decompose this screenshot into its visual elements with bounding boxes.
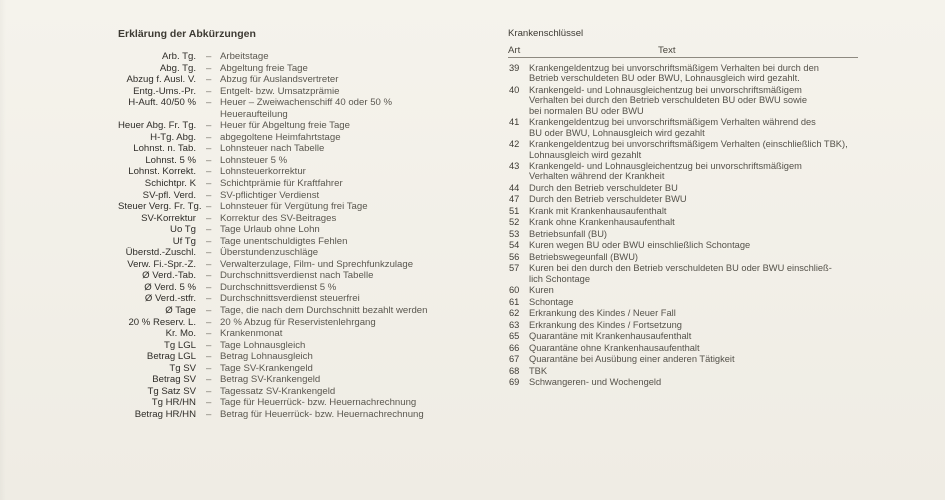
abbreviation-dash: – — [206, 154, 212, 166]
abbreviation-key: Lohnst. n. Tab. — [133, 143, 196, 155]
abbreviation-key: Betrag SV — [152, 374, 196, 386]
abbreviation-dash: – — [206, 385, 212, 397]
illness-key-code: 53 — [509, 228, 520, 239]
illness-key-text-line: Erkrankung des Kindes / Fortsetzung — [529, 319, 682, 330]
illness-key-text — [529, 183, 864, 193]
abbreviation-key: Ø Verd.-Tab. — [142, 270, 196, 282]
illness-key-row — [508, 161, 868, 182]
illness-key-text — [529, 139, 864, 160]
abbreviation-meaning: Tage, die nach dem Durchschnitt bezahlt werden — [220, 305, 428, 317]
abbreviation-meaning: Heuer für Abgeltung freie Tage — [220, 120, 350, 132]
abbreviation-meaning: Lohnsteuer für Vergütung frei Tage — [220, 201, 368, 213]
abbreviation-row — [118, 259, 478, 271]
abbreviation-key: Uo Tg — [170, 224, 196, 236]
illness-key-text — [529, 354, 864, 364]
abbreviation-row — [118, 386, 478, 398]
abbreviation-row — [118, 190, 478, 202]
abbreviation-key: Überstd.-Zuschl. — [125, 247, 196, 259]
abbreviation-dash — [206, 109, 220, 121]
abbreviation-key: H-Tg. Abg. — [150, 131, 196, 143]
illness-key-row — [508, 252, 868, 262]
abbreviation-meaning: Krankenmonat — [220, 328, 283, 340]
abbreviation-row — [118, 155, 478, 167]
abbreviation-meaning: Verwalterzulage, Film- und Sprechfunkzulage — [220, 258, 414, 270]
illness-key-code: 65 — [509, 331, 520, 342]
abbreviation-dash: – — [206, 201, 212, 213]
illness-key-code: 56 — [509, 251, 520, 262]
illness-key-row — [508, 229, 868, 239]
abbreviation-key: Betrag HR/HN — [134, 408, 196, 420]
abbreviation-key: Schichtpr. K — [144, 178, 196, 190]
illness-key-text-line: Schontage — [529, 296, 574, 307]
abbreviation-dash: – — [206, 270, 212, 282]
illness-key-text — [529, 161, 864, 182]
illness-key-text — [529, 194, 864, 204]
illness-key-row — [508, 240, 868, 250]
illness-key-code: 60 — [509, 285, 520, 296]
abbreviation-meaning: Tage Urlaub ohne Lohn — [220, 224, 320, 236]
illness-key-row — [508, 117, 868, 138]
abbreviation-row — [118, 236, 478, 248]
column-text-header: Text — [658, 45, 676, 56]
abbreviation-dash: – — [206, 328, 212, 340]
abbreviation-dash: – — [206, 224, 212, 236]
illness-key-text-line: Quarantäne mit Krankenhausaufenthalt — [529, 331, 692, 342]
abbreviation-row — [118, 120, 478, 132]
abbreviation-key: Lohnst. 5 % — [145, 154, 196, 166]
illness-key-text — [529, 285, 864, 295]
illness-key-text-line: Verhalten bei durch den Betrieb verschuldeten BU oder BWU sowie — [529, 95, 808, 106]
abbreviation-row — [118, 63, 478, 75]
abbreviation-key: Ø Tage — [165, 305, 196, 317]
column-art-header: Art — [508, 45, 521, 56]
illness-key-code: 52 — [509, 217, 520, 228]
abbreviations-title: Erklärung der Abkürzungen — [118, 28, 256, 40]
abbreviation-row — [118, 86, 478, 98]
abbreviation-dash: – — [206, 97, 212, 109]
abbreviation-meaning: Durchschnittsverdienst nach Tabelle — [220, 270, 374, 282]
abbreviation-row — [118, 132, 478, 144]
illness-key-row — [508, 217, 868, 227]
abbreviation-row — [118, 293, 478, 305]
abbreviation-meaning: Abgeltung freie Tage — [220, 62, 308, 74]
abbreviation-dash: – — [206, 62, 212, 74]
illness-key-text-line: Krankengeldentzug bei unvorschriftsmäßigem Verhalten (einschließlich TBK), — [529, 139, 848, 150]
abbreviation-row — [118, 51, 478, 63]
abbreviations-section — [118, 28, 478, 421]
abbreviation-meaning: Entgelt- bzw. Umsatzprämie — [220, 85, 340, 97]
abbreviation-row — [118, 397, 478, 409]
abbreviation-meaning: Betrag Lohnausgleich — [220, 351, 313, 363]
abbreviation-dash: – — [206, 189, 212, 201]
illness-key-row — [508, 63, 868, 84]
abbreviation-dash: – — [206, 120, 212, 132]
illness-key-code: 39 — [509, 63, 520, 73]
illness-key-list — [508, 63, 868, 388]
abbreviation-dash: – — [206, 74, 212, 86]
abbreviation-key: Tg HR/HN — [151, 397, 196, 409]
illness-key-code: 42 — [509, 139, 520, 150]
illness-key-code: 41 — [509, 117, 520, 128]
abbreviation-key: Arb. Tg. — [162, 51, 196, 62]
abbreviation-row — [118, 340, 478, 352]
illness-key-text — [529, 85, 864, 116]
illness-key-row — [508, 183, 868, 193]
abbreviation-meaning: Heueraufteilung — [220, 108, 288, 120]
illness-key-header — [508, 45, 858, 58]
abbreviation-meaning: Arbeitstage — [220, 51, 269, 62]
illness-key-code: 44 — [509, 182, 520, 193]
illness-key-code: 54 — [509, 240, 520, 251]
abbreviation-dash: – — [206, 397, 212, 409]
abbreviation-dash: – — [206, 247, 212, 259]
illness-key-text — [529, 343, 864, 353]
illness-key-text-line: Verhalten während der Krankheit — [529, 171, 665, 182]
illness-key-text-line: Krankengeldentzug bei unvorschriftsmäßigem Verhalten bei durch den — [529, 63, 819, 73]
abbreviation-meaning: Heuer – Zweiwachenschiff 40 oder 50 % — [220, 97, 393, 109]
abbreviation-dash: – — [206, 351, 212, 363]
abbreviation-dash: – — [206, 281, 212, 293]
abbreviation-row — [118, 201, 478, 213]
abbreviation-meaning: Tage SV-Krankengeld — [220, 362, 313, 374]
illness-key-text — [529, 377, 864, 387]
illness-key-text — [529, 117, 864, 138]
abbreviations-list — [118, 51, 478, 421]
abbreviation-dash: – — [206, 235, 212, 247]
abbreviation-row — [118, 247, 478, 259]
illness-key-text-line: Durch den Betrieb verschuldeter BU — [529, 182, 678, 193]
abbreviation-dash: – — [206, 374, 212, 386]
abbreviation-key: Lohnst. Korrekt. — [128, 166, 196, 178]
illness-key-row — [508, 366, 868, 376]
abbreviation-row — [118, 109, 478, 121]
abbreviation-row — [118, 97, 478, 109]
abbreviation-meaning: Tage Lohnausgleich — [220, 339, 306, 351]
abbreviation-meaning: Überstundenzuschläge — [220, 247, 319, 259]
abbreviation-meaning: Durchschnittsverdienst steuerfrei — [220, 293, 360, 305]
abbreviation-dash: – — [206, 51, 212, 62]
abbreviation-meaning: Lohnsteuerkorrektur — [220, 166, 306, 178]
illness-key-text — [529, 217, 864, 227]
illness-key-text-line: Krank mit Krankenhausaufenthalt — [529, 205, 667, 216]
illness-key-text — [529, 240, 864, 250]
abbreviation-meaning: Abzug für Auslandsvertreter — [220, 74, 339, 86]
abbreviation-meaning: Tage unentschuldigtes Fehlen — [220, 235, 348, 247]
illness-key-text-line: Erkrankung des Kindes / Neuer Fall — [529, 308, 676, 319]
abbreviation-dash: – — [206, 305, 212, 317]
illness-key-code: 57 — [509, 263, 520, 274]
illness-key-code: 63 — [509, 319, 520, 330]
illness-key-text-line: Krankengeld- und Lohnausgleichentzug bei unvorschriftsmäßigem — [529, 84, 802, 95]
illness-key-row — [508, 139, 868, 160]
illness-key-code: 51 — [509, 205, 520, 216]
illness-key-text-line: Betriebswegeunfall (BWU) — [529, 251, 639, 262]
abbreviation-key: Verw. Fi.-Spr.-Z. — [127, 258, 196, 270]
illness-key-row — [508, 354, 868, 364]
illness-key-text-line: Quarantäne bei Ausübung einer anderen Tätigkeit — [529, 354, 735, 365]
abbreviation-meaning: Lohnsteuer nach Tabelle — [220, 143, 325, 155]
abbreviation-key: SV-Korrektur — [141, 212, 196, 224]
illness-key-text — [529, 252, 864, 262]
illness-key-row — [508, 206, 868, 216]
abbreviation-row — [118, 270, 478, 282]
illness-key-code: 62 — [509, 308, 520, 319]
abbreviation-key: Ø Verd.-stfr. — [144, 293, 196, 305]
illness-key-row — [508, 331, 868, 341]
illness-key-code: 61 — [509, 296, 520, 307]
abbreviation-row — [118, 143, 478, 155]
abbreviation-dash: – — [206, 85, 212, 97]
abbreviation-meaning: Korrektur des SV-Beitrages — [220, 212, 337, 224]
abbreviation-key — [118, 109, 206, 121]
abbreviation-row — [118, 178, 478, 190]
abbreviation-key: SV-pfl. Verd. — [142, 189, 196, 201]
abbreviation-row — [118, 224, 478, 236]
illness-key-text — [529, 308, 864, 318]
illness-key-text-line: Schwangeren- und Wochengeld — [529, 377, 662, 388]
illness-key-code: 67 — [509, 354, 520, 365]
abbreviation-key: H-Auft. 40/50 % — [128, 97, 196, 109]
illness-key-text — [529, 331, 864, 341]
abbreviation-meaning: Durchschnittsverdienst 5 % — [220, 281, 337, 293]
illness-key-text-line: Betrieb verschuldeten BU oder BWU, Lohnausgleich wird gezahlt. — [529, 73, 800, 84]
abbreviation-key: Tg Satz SV — [147, 385, 196, 397]
illness-key-code: 66 — [509, 342, 520, 353]
abbreviation-dash: – — [206, 166, 212, 178]
abbreviation-key: Entg.-Ums.-Pr. — [133, 85, 196, 97]
abbreviation-key: Steuer Verg. Fr. Tg. — [118, 201, 202, 213]
abbreviation-row — [118, 374, 478, 386]
abbreviation-meaning: abgegoltene Heimfahrtstage — [220, 131, 341, 143]
abbreviation-row — [118, 317, 478, 329]
illness-key-row — [508, 297, 868, 307]
abbreviation-row — [118, 74, 478, 86]
illness-key-text-line: Betriebsunfall (BU) — [529, 228, 608, 239]
illness-key-code: 68 — [509, 365, 520, 376]
abbreviation-meaning: Betrag für Heuerrück- bzw. Heuernachrechnung — [220, 408, 424, 420]
abbreviation-key: Abg. Tg. — [159, 62, 196, 74]
abbreviation-row — [118, 305, 478, 317]
illness-key-text-line: bei normalen BU oder BWU — [529, 105, 644, 116]
illness-key-text-line: Quarantäne ohne Krankenhausaufenthalt — [529, 342, 700, 353]
illness-key-text-line: Kuren wegen BU oder BWU einschließlich Schontage — [529, 240, 751, 251]
abbreviation-key: Uf Tg — [172, 235, 196, 247]
abbreviation-row — [118, 409, 478, 421]
illness-key-code: 40 — [509, 84, 520, 95]
illness-key-text-line: Kuren bei den durch den Betrieb verschuldeten BU oder BWU einschließ- — [529, 263, 832, 274]
abbreviation-dash: – — [206, 131, 212, 143]
abbreviation-dash: – — [206, 143, 212, 155]
illness-key-text — [529, 366, 864, 376]
illness-key-text-line: Krankengeld- und Lohnausgleichentzug bei unvorschriftsmäßigem — [529, 161, 802, 172]
abbreviation-meaning: Schichtprämie für Kraftfahrer — [220, 178, 343, 190]
illness-key-code: 47 — [509, 194, 520, 205]
abbreviation-key: Tg LGL — [164, 339, 196, 351]
illness-key-row — [508, 263, 868, 284]
abbreviation-dash: – — [206, 339, 212, 351]
illness-key-text — [529, 320, 864, 330]
illness-key-text — [529, 263, 864, 284]
abbreviation-row — [118, 328, 478, 340]
illness-key-row — [508, 285, 868, 295]
illness-key-text — [529, 229, 864, 239]
abbreviation-row — [118, 363, 478, 375]
illness-key-code: 43 — [509, 161, 520, 172]
illness-key-text — [529, 206, 864, 216]
illness-key-row — [508, 85, 868, 116]
illness-key-text-line: Lohnausgleich wird gezahlt — [529, 149, 642, 160]
illness-key-code: 69 — [509, 377, 520, 388]
abbreviation-meaning: SV-pflichtiger Verdienst — [220, 189, 320, 201]
abbreviation-key: Abzug f. Ausl. V. — [126, 74, 196, 86]
abbreviation-meaning: Tage für Heuerrück- bzw. Heuernachrechnung — [220, 397, 417, 409]
illness-key-text — [529, 297, 864, 307]
abbreviation-row — [118, 351, 478, 363]
illness-key-text-line: Durch den Betrieb verschuldeter BWU — [529, 194, 687, 205]
abbreviation-meaning: Betrag SV-Krankengeld — [220, 374, 321, 386]
illness-key-text-line: TBK — [529, 365, 548, 376]
abbreviation-dash: – — [206, 178, 212, 190]
illness-key-text-line: Krank ohne Krankenhausaufenthalt — [529, 217, 675, 228]
abbreviation-meaning: Tagessatz SV-Krankengeld — [220, 385, 336, 397]
abbreviation-dash: – — [206, 362, 212, 374]
abbreviation-dash: – — [206, 408, 212, 420]
illness-key-row — [508, 320, 868, 330]
abbreviation-dash: – — [206, 316, 212, 328]
illness-key-text — [529, 63, 864, 84]
abbreviation-key: 20 % Reserv. L. — [128, 316, 196, 328]
illness-key-row — [508, 194, 868, 204]
abbreviation-key: Kr. Mo. — [165, 328, 196, 340]
abbreviation-row — [118, 282, 478, 294]
abbreviation-key: Betrag LGL — [146, 351, 196, 363]
illness-key-text-line: lich Schontage — [529, 273, 590, 284]
abbreviation-meaning: 20 % Abzug für Reservistenlehrgang — [220, 316, 376, 328]
abbreviation-meaning: Lohnsteuer 5 % — [220, 154, 288, 166]
abbreviation-dash: – — [206, 258, 212, 270]
abbreviation-dash: – — [206, 212, 212, 224]
illness-key-section — [508, 28, 868, 389]
illness-key-row — [508, 308, 868, 318]
abbreviation-dash: – — [206, 293, 212, 305]
illness-key-row — [508, 377, 868, 387]
illness-key-title: Krankenschlüssel — [508, 28, 584, 39]
abbreviation-row — [118, 213, 478, 225]
illness-key-row — [508, 343, 868, 353]
abbreviation-key: Heuer Abg. Fr. Tg. — [118, 120, 197, 132]
illness-key-text-line: BU oder BWU, Lohnausgleich wird gezahlt — [529, 127, 705, 138]
illness-key-text-line: Kuren — [529, 285, 554, 296]
abbreviation-key: Tg SV — [169, 362, 196, 374]
abbreviation-key: Ø Verd. 5 % — [144, 281, 196, 293]
illness-key-text-line: Krankengeldentzug bei unvorschriftsmäßigem Verhalten während des — [529, 117, 816, 128]
abbreviation-row — [118, 166, 478, 178]
